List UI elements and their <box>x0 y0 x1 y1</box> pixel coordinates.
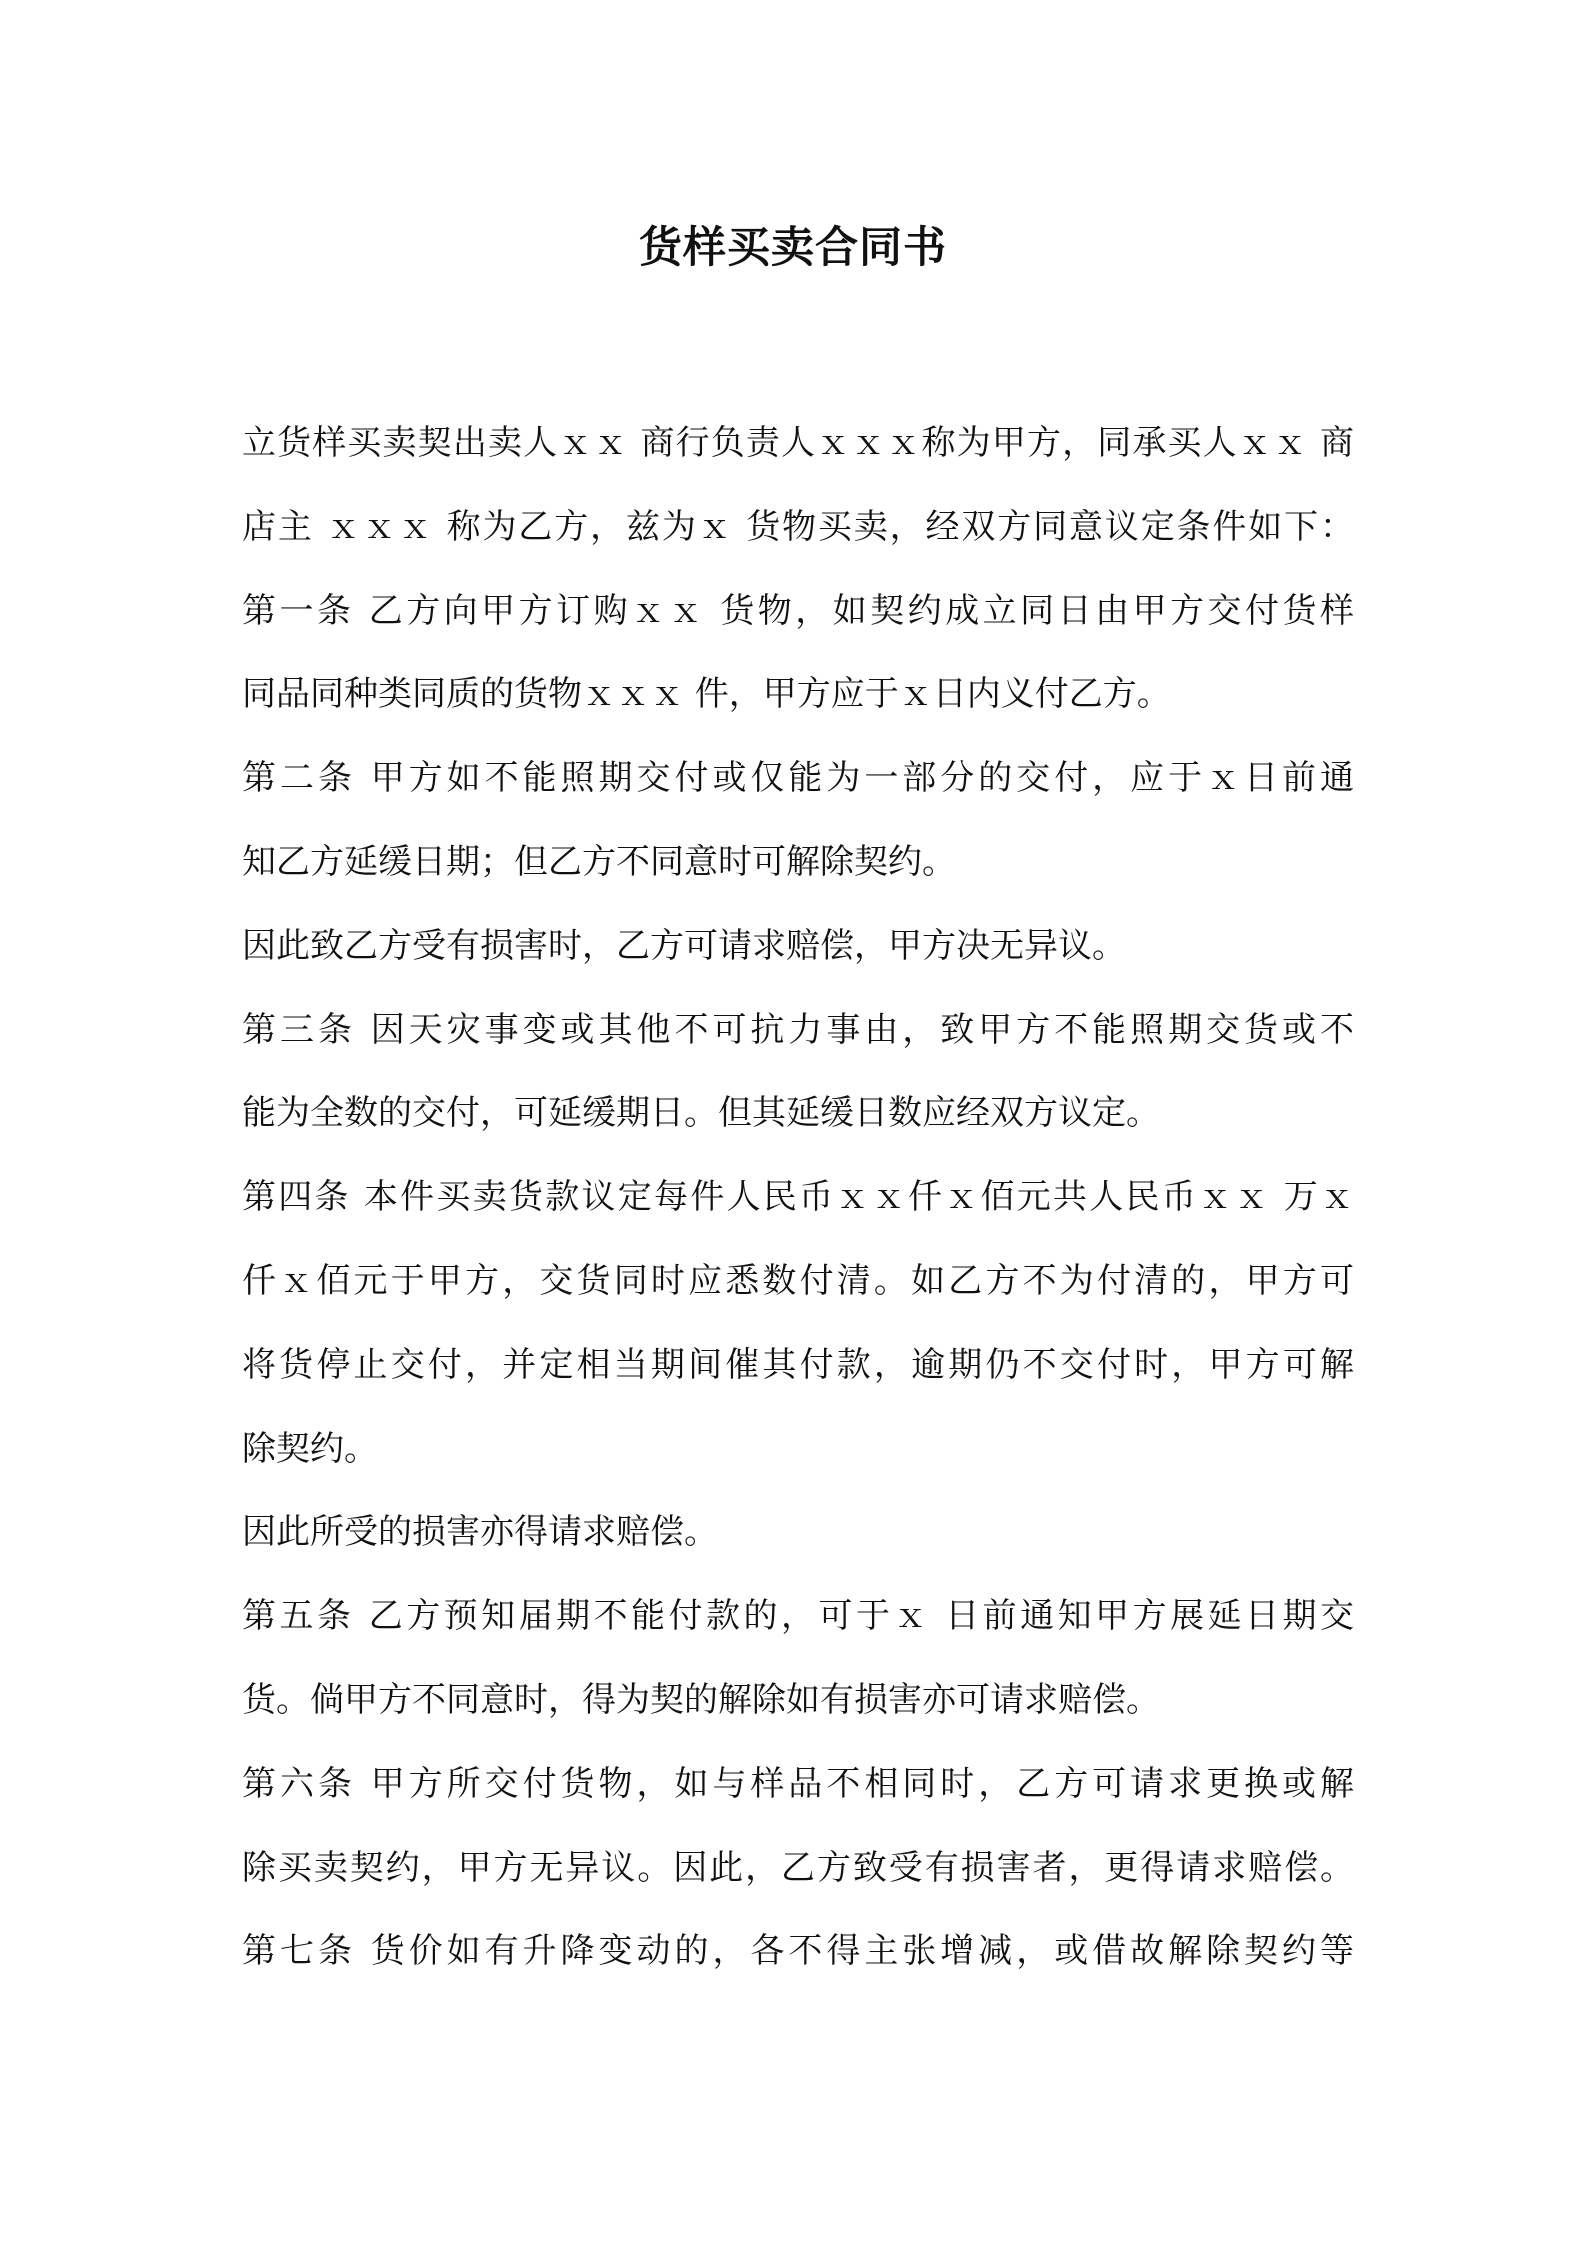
paragraph-line: 因此所受的损害亦得请求赔偿。 <box>242 1512 718 1553</box>
paragraph-line: 第七条 货价如有升降变动的，各不得主张增减，或借故解除契约等 <box>242 1931 1354 1972</box>
paragraph-line: 第一条 乙方向甲方订购ｘｘ 货物，如契约成立同日由甲方交付货样 <box>242 590 1354 631</box>
paragraph-line: 因此致乙方受有损害时，乙方可请求赔偿，甲方决无异议。 <box>242 925 1126 966</box>
document-title: 货样买卖合同书 <box>639 223 947 273</box>
paragraph-line: 除买卖契约，甲方无异议。因此，乙方致受有损害者，更得请求赔偿。 <box>242 1847 1354 1888</box>
paragraph-line: 能为全数的交付，可延缓期日。但其延缓日数应经双方议定。 <box>242 1093 1160 1134</box>
paragraph-line: 仟ｘ佰元于甲方，交货同时应悉数付清。如乙方不为付清的，甲方可 <box>242 1260 1354 1301</box>
paragraph-line: 货。倘甲方不同意时，得为契的解除如有损害亦可请求赔偿。 <box>242 1679 1160 1720</box>
paragraph-line: 将货停止交付，并定相当期间催其付款，逾期仍不交付时，甲方可解 <box>242 1344 1354 1385</box>
paragraph-line: 第六条 甲方所交付货物，如与样品不相同时，乙方可请求更换或解 <box>242 1763 1354 1804</box>
paragraph-line: 除契约。 <box>242 1428 378 1469</box>
contract-body <box>242 402 1354 1994</box>
paragraph-line: 知乙方延缓日期；但乙方不同意时可解除契约。 <box>242 841 956 882</box>
paragraph-line: 第二条 甲方如不能照期交付或仅能为一部分的交付，应于ｘ日前通 <box>242 758 1354 799</box>
paragraph-line: 第五条 乙方预知届期不能付款的，可于ｘ 日前通知甲方展延日期交 <box>242 1596 1354 1637</box>
paragraph-line: 立货样买卖契出卖人ｘｘ 商行负责人ｘｘｘ称为甲方，同承买人ｘｘ 商 <box>242 423 1354 463</box>
paragraph-line: 同品同种类同质的货物ｘｘｘ 件，甲方应于ｘ日内义付乙方。 <box>242 674 1171 715</box>
paragraph-line: 店主 ｘｘｘ 称为乙方，兹为ｘ 货物买卖，经双方同意议定条件如下： <box>242 506 1354 547</box>
paragraph-line: 第四条 本件买卖货款议定每件人民币ｘｘ仟ｘ佰元共人民币ｘｘ 万ｘ <box>242 1177 1354 1218</box>
paragraph-line: 第三条 因天灾事变或其他不可抗力事由，致甲方不能照期交货或不 <box>242 1009 1354 1050</box>
